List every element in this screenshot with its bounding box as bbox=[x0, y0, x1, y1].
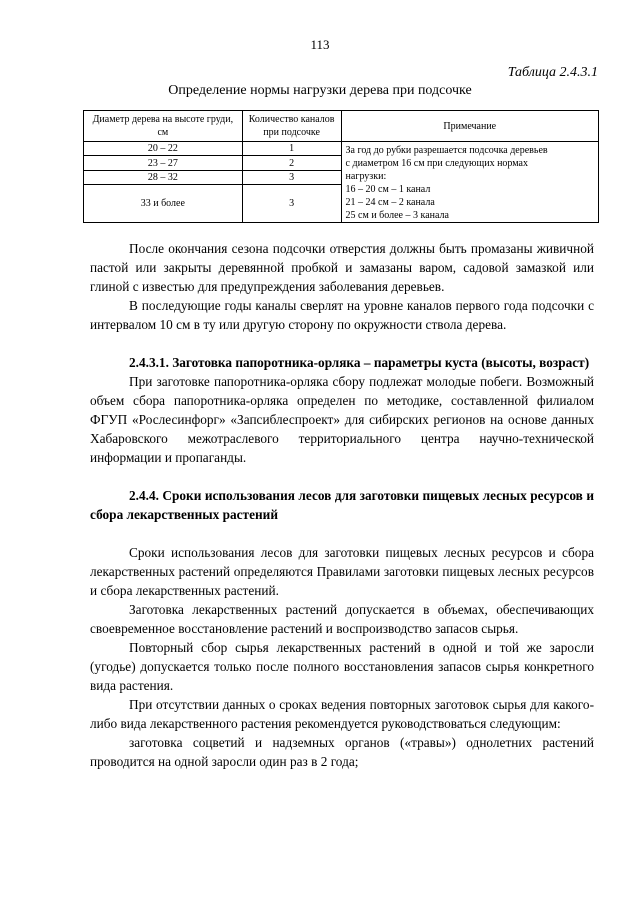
header-note: Примечание bbox=[341, 111, 598, 142]
section-heading-2-4-3-1: 2.4.3.1. Заготовка папоротника-орляка – параметры куста (высоты, возраст) bbox=[129, 355, 590, 370]
paragraph: Заготовка лекарственных растений допускается в объемах, обеспечивающих своевременное восстановление растений и воспроизводство запасов сырья. bbox=[90, 602, 594, 636]
note-line: 25 см и более – 3 канала bbox=[345, 210, 449, 221]
note-line: 16 – 20 см – 1 канал bbox=[345, 184, 431, 195]
cell-channels: 2 bbox=[242, 156, 341, 170]
note-line: 21 – 24 см – 2 канала bbox=[345, 197, 435, 208]
table-caption: Определение нормы нагрузки дерева при подсочке bbox=[168, 83, 472, 98]
load-norm-table bbox=[83, 110, 599, 223]
paragraph: При заготовке папоротника-орляка сбору подлежат молодые побеги. Возможный объем сбора папоротника-орляка определен по методике, составленной филиалом ФГУП «Рослесинфорг» «Запсиблеспроект» для сибирских регионов на основе данных Хабаровского межотраслевого территориального центра научно-технической информации и пропаганды. bbox=[90, 374, 594, 465]
note-line: с диаметром 16 см при следующих нормах bbox=[345, 158, 528, 169]
section-heading-2-4-4: 2.4.4. Сроки использования лесов для заготовки пищевых лесных ресурсов и сбора лекарственных растений bbox=[90, 488, 594, 522]
paragraph: Сроки использования лесов для заготовки пищевых лесных ресурсов и сбора лекарственных растений определяются Правилами заготовки пищевых лесных ресурсов и сбора лекарственных растений. bbox=[90, 545, 594, 598]
note-line: нагрузки: bbox=[345, 171, 387, 182]
header-diameter: Диаметр дерева на высоте груди, см bbox=[84, 111, 243, 142]
table-header-row bbox=[84, 111, 599, 142]
cell-note bbox=[341, 142, 598, 223]
table-row bbox=[84, 142, 599, 156]
page-number: 113 bbox=[310, 37, 330, 52]
cell-diameter: 28 – 32 bbox=[84, 170, 243, 184]
table-label: Таблица 2.4.3.1 bbox=[507, 65, 598, 80]
cell-diameter: 23 – 27 bbox=[84, 156, 243, 170]
cell-diameter: 33 и более bbox=[84, 185, 243, 223]
paragraph: При отсутствии данных о сроках ведения повторных заготовок сырья для какого-либо вида лекарственного растения рекомендуется руководствоваться следующим: bbox=[90, 697, 594, 731]
cell-channels: 3 bbox=[242, 185, 341, 223]
paragraph: В последующие годы каналы сверлят на уровне каналов первого года подсочки с интервалом 10 см в ту или другую сторону по окружности ствола дерева. bbox=[90, 298, 594, 332]
note-line: За год до рубки разрешается подсочка деревьев bbox=[345, 145, 548, 156]
paragraph: После окончания сезона подсочки отверстия должны быть промазаны живичной пастой или закрыты деревянной пробкой и замазаны варом, садовой замазкой или глиной с известью для предупреждения заболевания деревьев. bbox=[90, 241, 594, 294]
paragraph: Повторный сбор сырья лекарственных растений в одной и той же заросли (угодье) допускается только после полного восстановления запасов сырья конкретного вида растения. bbox=[90, 640, 594, 693]
header-channels: Количество каналов при подсочке bbox=[242, 111, 341, 142]
body-text bbox=[90, 239, 594, 771]
paragraph: заготовка соцветий и надземных органов («травы») однолетних растений проводится на одной заросли один раз в 2 года; bbox=[90, 735, 594, 769]
cell-channels: 3 bbox=[242, 170, 341, 184]
cell-diameter: 20 – 22 bbox=[84, 142, 243, 156]
cell-channels: 1 bbox=[242, 142, 341, 156]
